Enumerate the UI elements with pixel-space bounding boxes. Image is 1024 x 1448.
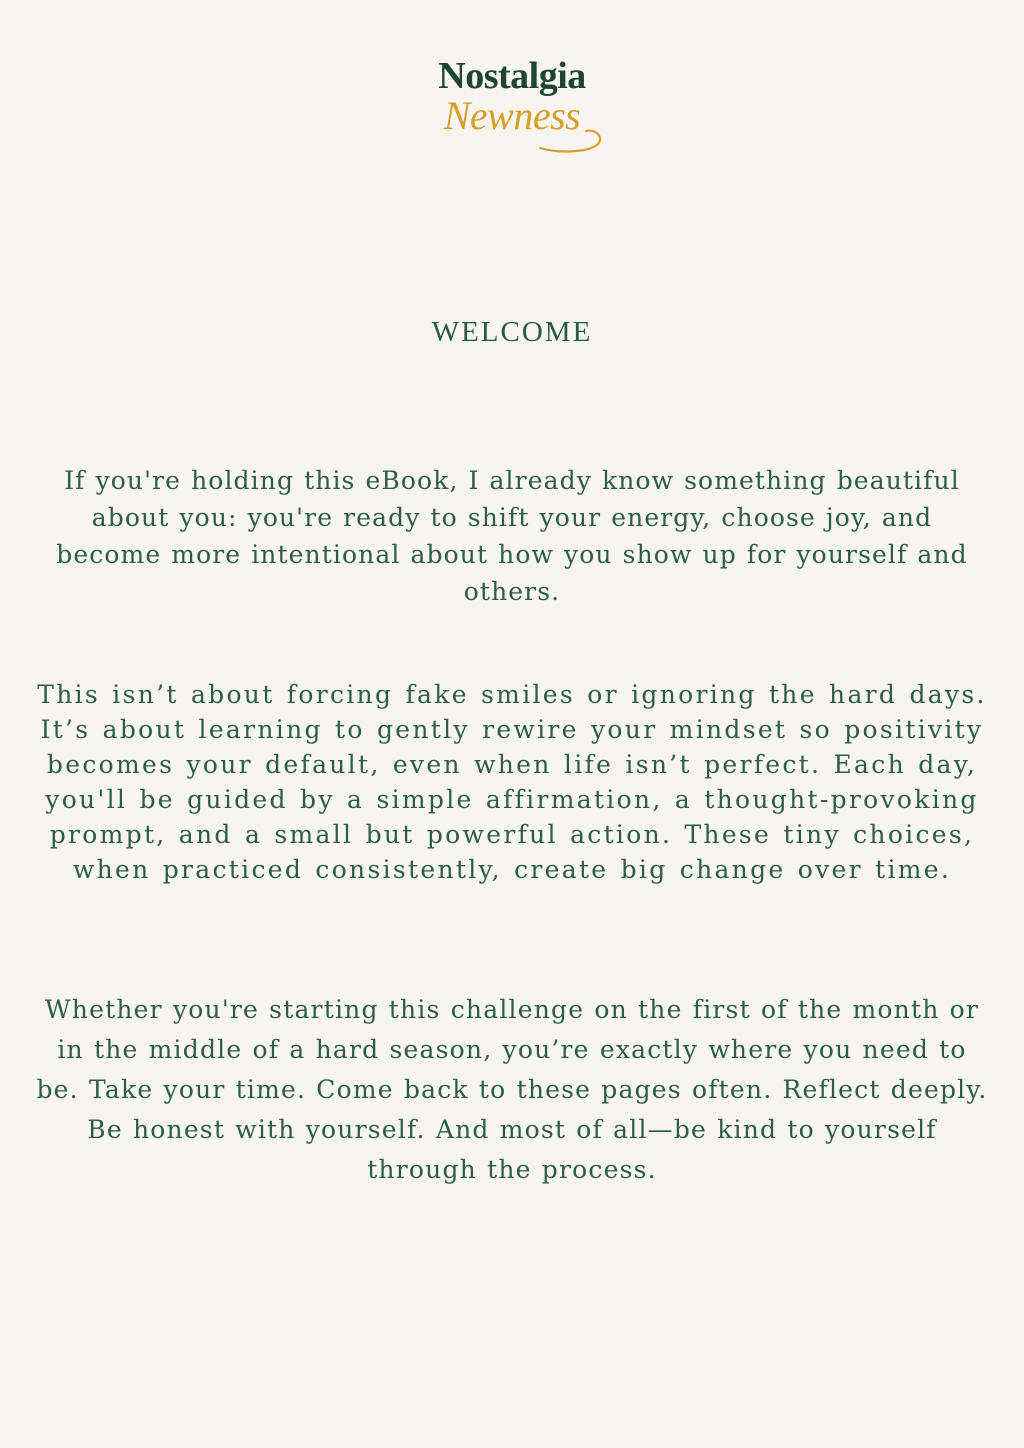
logo-swash-icon <box>444 96 604 156</box>
logo-wordmark-newness <box>443 93 581 138</box>
logo-wordmark-newness-text: Newness <box>443 93 581 138</box>
intro-paragraph: If you're holding this eBook, I already know something beautiful about you: you're ready to shift your energy, choose joy, and become more intentional about how you show up for yourself and others. <box>56 466 968 606</box>
brand-logo <box>0 56 1024 156</box>
page-title: WELCOME <box>431 316 593 348</box>
approach-paragraph: This isn’t about forcing fake smiles or ignoring the hard days. It’s about learning to gently rewire your mindset so positivity becomes your default, even when life isn’t perfect. Each day, you'll be guided by a simple affirmation, a thought-provoking prompt, and a small but powerful action. These tiny choices, when practiced consistently, create big change over time. <box>37 680 987 884</box>
logo-wordmark-nostalgia: Nostalgia <box>438 55 586 97</box>
encouragement-paragraph: Whether you're starting this challenge on the first of the month or in the middle of a hard season, you’re exactly where you need to be. Take your time. Come back to these pages often. Reflect deeply. Be honest with yourself. And most of all—be kind to yourself through the process. <box>36 995 988 1184</box>
